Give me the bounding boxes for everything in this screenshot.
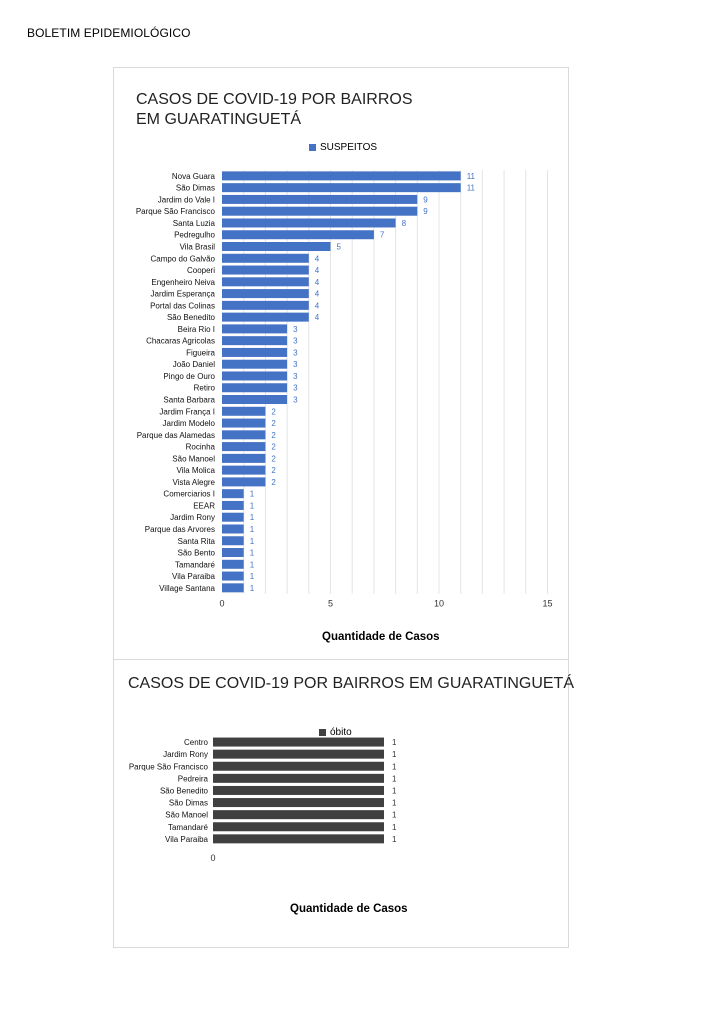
category-label: EEAR: [193, 501, 215, 511]
category-label: Jardim Esperança: [150, 289, 215, 299]
category-label: Jardim do Vale I: [157, 195, 215, 205]
page-header: BOLETIM EPIDEMIOLÓGICO: [27, 26, 191, 40]
bar: [222, 371, 287, 380]
bar: [213, 798, 384, 807]
category-label: São Benedito: [166, 313, 215, 323]
bar: [213, 786, 384, 795]
category-label: Village Santana: [159, 583, 215, 593]
category-label: João Daniel: [172, 360, 215, 370]
data-label: 1: [392, 822, 397, 832]
x-axis-label: Quantidade de Casos: [322, 631, 440, 643]
bar: [222, 183, 461, 192]
data-label: 2: [271, 430, 276, 440]
category-label: Pedregulho: [174, 230, 215, 240]
data-label: 2: [271, 419, 276, 429]
bar: [222, 254, 309, 263]
data-label: 1: [249, 572, 255, 582]
category-label: Vila Molica: [176, 466, 215, 476]
data-label: 1: [392, 810, 397, 820]
bar: [222, 301, 309, 310]
x-axis-label: Quantidade de Casos: [290, 903, 408, 915]
bar: [222, 266, 309, 275]
category-label: Rocinha: [185, 442, 215, 452]
category-label: Tamandaré: [174, 560, 215, 570]
category-label: Jardim Rony: [170, 513, 215, 523]
data-label: 4: [314, 301, 320, 311]
chart-panel-obito: [113, 659, 574, 948]
bar: [222, 536, 244, 545]
data-label: 1: [249, 548, 255, 558]
category-label: Santa Barbara: [163, 395, 215, 405]
category-label: São Dimas: [175, 183, 215, 193]
category-label: Parque das Arvores: [144, 524, 215, 534]
data-label: 1: [392, 762, 397, 772]
x-tick-label: 0: [210, 852, 216, 863]
bar: [222, 218, 396, 227]
category-label: Cooperi: [186, 266, 215, 276]
bar: [222, 171, 461, 180]
data-label: 4: [314, 254, 320, 264]
chart-title: CASOS DE COVID-19 POR BAIRROS EM GUARATINGUETÁ: [128, 675, 574, 692]
data-label: 1: [392, 786, 397, 796]
data-label: 1: [392, 798, 397, 808]
category-label: Jardim França I: [159, 407, 215, 417]
x-tick-label: 5: [327, 598, 334, 609]
category-label: Nova Guara: [171, 171, 215, 181]
bar: [222, 419, 265, 428]
data-label: 4: [314, 277, 320, 287]
bar: [213, 738, 384, 747]
bar: [222, 501, 244, 510]
bar: [222, 207, 417, 216]
bar: [222, 336, 287, 345]
bar: [222, 572, 244, 581]
data-label: 1: [249, 513, 255, 523]
bar: [222, 513, 244, 522]
bar: [213, 810, 384, 819]
category-label: Vista Alegre: [172, 477, 215, 487]
bar: [222, 560, 244, 569]
bar: [222, 348, 287, 357]
legend-label: SUSPEITOS: [320, 142, 378, 153]
bar: [222, 466, 265, 475]
category-label: São Dimas: [168, 798, 208, 808]
data-label: 1: [249, 536, 255, 546]
bar: [222, 489, 244, 498]
bar: [222, 242, 331, 251]
category-label: Engenheiro Neiva: [151, 277, 215, 287]
category-label: São Benedito: [159, 786, 208, 796]
data-label: 2: [271, 407, 276, 417]
data-label: 11: [466, 183, 476, 193]
category-label: Pingo de Ouro: [163, 371, 215, 381]
category-label: Parque São Francisco: [128, 762, 208, 772]
category-label: Parque São Francisco: [135, 207, 215, 217]
data-label: 1: [249, 583, 255, 593]
category-label: Vila Paraiba: [165, 834, 208, 844]
category-label: Parque das Alamedas: [136, 430, 215, 440]
data-label: 2: [271, 454, 276, 464]
category-label: São Manoel: [172, 454, 215, 464]
data-label: 3: [293, 395, 298, 405]
bar: [222, 454, 265, 463]
category-label: São Manoel: [165, 810, 208, 820]
category-label: Tamandaré: [167, 822, 208, 832]
category-label: Chacaras Agricolas: [146, 336, 215, 346]
bar: [222, 430, 265, 439]
data-label: 1: [392, 834, 397, 844]
category-label: Pedreira: [177, 774, 208, 784]
data-label: 1: [392, 750, 397, 760]
bar: [222, 395, 287, 404]
data-label: 1: [249, 489, 255, 499]
data-label: 9: [423, 207, 428, 217]
bar: [213, 750, 384, 759]
bar: [222, 407, 265, 416]
category-label: Figueira: [186, 348, 215, 358]
category-label: Beira Rio I: [177, 324, 215, 334]
data-label: 2: [271, 442, 276, 452]
data-label: 3: [293, 336, 298, 346]
category-label: Santa Rita: [177, 536, 215, 546]
bar: [222, 524, 244, 533]
chart-title: CASOS DE COVID-19 POR BAIRROS EM GUARATINGUETÁ: [136, 91, 413, 128]
category-label: Comerciarios I: [163, 489, 215, 499]
bar: [222, 360, 287, 369]
data-label: 1: [249, 524, 255, 534]
bar: [222, 383, 287, 392]
legend-label: óbito: [330, 727, 352, 738]
bar: [222, 277, 309, 286]
bar-chart-suspeitos: [114, 68, 570, 661]
data-label: 8: [401, 218, 407, 228]
data-label: 1: [392, 774, 397, 784]
data-label: 3: [293, 383, 298, 393]
category-label: Jardim Modelo: [162, 419, 215, 429]
data-label: 1: [249, 560, 255, 570]
data-label: 3: [293, 348, 298, 358]
bar: [213, 762, 384, 771]
category-label: Retiro: [193, 383, 215, 393]
data-label: 4: [314, 313, 320, 323]
category-label: Portal das Colinas: [150, 301, 215, 311]
data-label: 7: [379, 230, 385, 240]
data-label: 3: [293, 371, 298, 381]
bar: [222, 230, 374, 239]
category-label: São Bento: [177, 548, 215, 558]
bar: [222, 442, 265, 451]
data-label: 5: [336, 242, 341, 252]
data-label: 11: [466, 171, 476, 181]
x-tick-label: 0: [219, 598, 225, 609]
bar: [222, 195, 417, 204]
bar: [213, 822, 384, 831]
category-label: Vila Paraiba: [172, 572, 215, 582]
data-label: 4: [314, 289, 320, 299]
category-label: Campo do Galvão: [150, 254, 215, 264]
data-label: 3: [293, 360, 298, 370]
bar: [222, 477, 265, 486]
data-label: 3: [293, 324, 298, 334]
data-label: 4: [314, 266, 320, 276]
data-label: 2: [271, 466, 276, 476]
x-tick-label: 15: [542, 598, 553, 609]
category-label: Santa Luzia: [172, 218, 215, 228]
bar: [222, 583, 244, 592]
bar: [222, 324, 287, 333]
bar: [222, 313, 309, 322]
data-label: 9: [423, 195, 428, 205]
x-tick-label: 10: [433, 598, 445, 609]
bar: [222, 548, 244, 557]
category-label: Jardim Rony: [163, 750, 208, 760]
data-label: 1: [392, 738, 397, 748]
data-label: 1: [249, 501, 255, 511]
chart-panel-suspeitos: [113, 67, 569, 660]
data-label: 2: [271, 477, 276, 487]
bar: [213, 834, 384, 843]
category-label: Vila Brasil: [179, 242, 215, 252]
bar: [213, 774, 384, 783]
category-label: Centro: [183, 738, 208, 748]
bar: [222, 289, 309, 298]
